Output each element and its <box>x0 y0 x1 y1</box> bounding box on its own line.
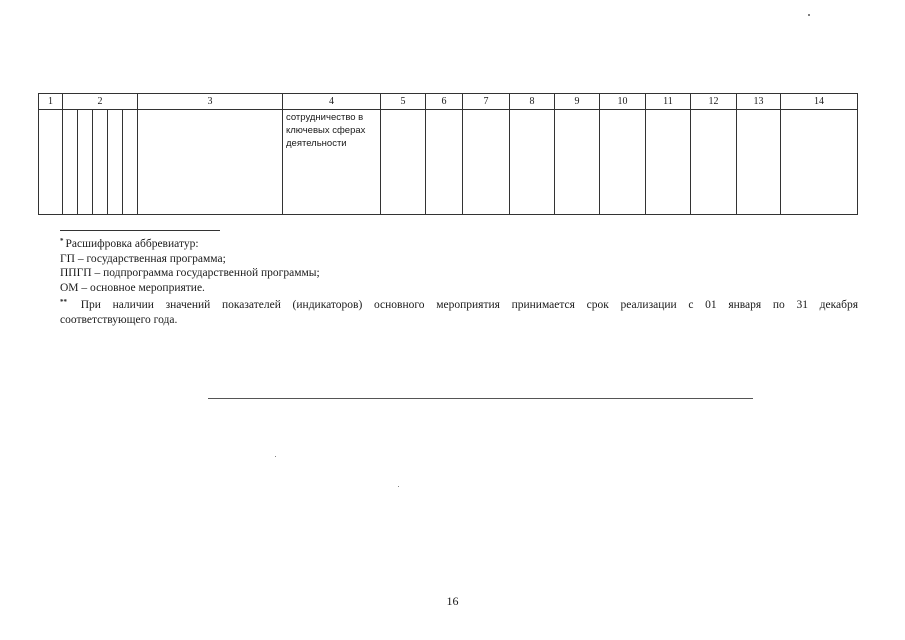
sub-cell <box>108 110 123 214</box>
table-cell-description <box>283 110 381 215</box>
description-line: деятельности <box>286 138 347 149</box>
sub-cell <box>123 110 137 214</box>
data-table <box>38 93 858 215</box>
column-number-9: 9 <box>555 94 600 110</box>
table-cell <box>510 110 555 215</box>
scan-speck <box>808 14 810 16</box>
table-header-row <box>39 94 858 110</box>
column-number-1: 1 <box>39 94 63 110</box>
footnote-gp: ГП – государственная программа; <box>60 252 226 265</box>
sub-cell <box>63 110 78 214</box>
column-number-13: 13 <box>737 94 781 110</box>
column-number-7: 7 <box>463 94 510 110</box>
sub-cell <box>78 110 93 214</box>
footnote-abbreviations-title <box>60 234 858 252</box>
table-cell <box>39 110 63 215</box>
table-cell <box>426 110 463 215</box>
column-number-3: 3 <box>138 94 283 110</box>
column-number-10: 10 <box>600 94 646 110</box>
column-number-5: 5 <box>381 94 426 110</box>
closing-rule <box>208 398 753 399</box>
table-cell <box>646 110 691 215</box>
table-cell <box>138 110 283 215</box>
footnote-om: ОМ – основное мероприятие. <box>60 281 205 294</box>
footnote-period-note <box>60 295 858 313</box>
scan-speck <box>398 486 399 487</box>
table-cell <box>737 110 781 215</box>
footnote-text: При наличии значений показателей (индикаторов) основного мероприятия принимается срок реализации с 01 января по 31 декабря <box>80 299 858 311</box>
table-cell <box>463 110 510 215</box>
footnotes <box>60 234 858 327</box>
page-number: 16 <box>446 594 459 608</box>
column-number-4: 4 <box>283 94 381 110</box>
footnote-period-note-continued: соответствующего года. <box>60 313 178 326</box>
column-number-12: 12 <box>691 94 737 110</box>
table-cell-subcolumns <box>63 110 138 215</box>
column-number-11: 11 <box>646 94 691 110</box>
table-cell <box>691 110 737 215</box>
table-cell <box>781 110 858 215</box>
scan-speck <box>275 456 276 457</box>
footnote-ppgp: ППГП – подпрограмма государственной программы; <box>60 267 320 279</box>
table-cell <box>381 110 426 215</box>
table-row <box>39 110 858 215</box>
footnote-mark: ** <box>60 298 67 306</box>
column-number-14: 14 <box>781 94 858 110</box>
column-number-2: 2 <box>63 94 138 110</box>
table-cell <box>600 110 646 215</box>
description-line: ключевых сферах <box>286 125 366 136</box>
sub-cell <box>93 110 108 214</box>
footnote-separator <box>60 230 220 231</box>
column-number-6: 6 <box>426 94 463 110</box>
description-line: сотрудничество в <box>286 112 364 123</box>
footnote-mark: * <box>60 237 64 245</box>
column-number-8: 8 <box>510 94 555 110</box>
footnote-text: Расшифровка аббревиатур: <box>65 238 199 250</box>
table-cell <box>555 110 600 215</box>
